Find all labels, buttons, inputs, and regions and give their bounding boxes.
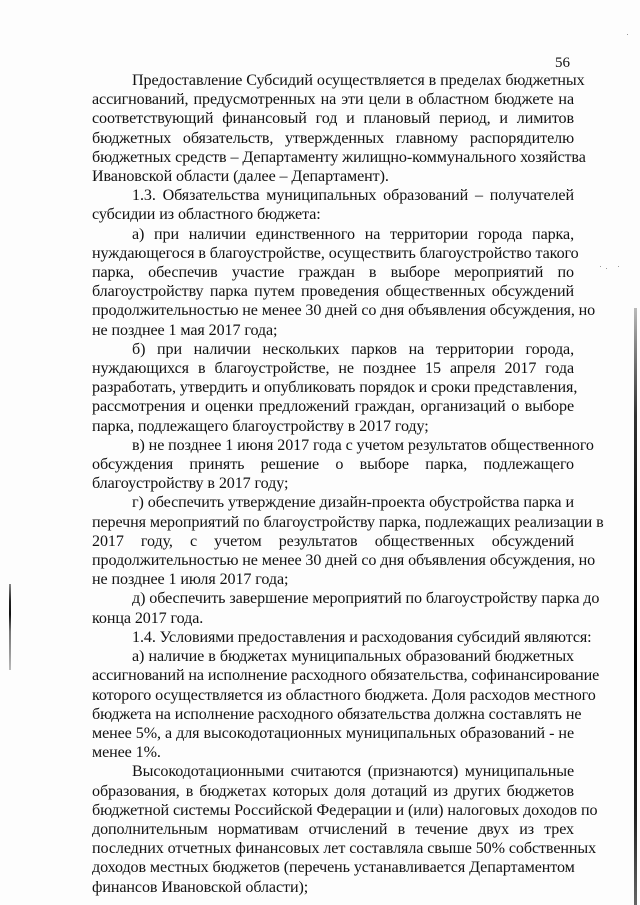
text-line: доходов местных бюджетов (перечень устанавливается Департаментом bbox=[92, 859, 575, 877]
text-line: продолжительностью не менее 30 дней со дня объявления обсуждения, но bbox=[92, 552, 596, 570]
text-line: парка, обеспечив участие граждан в выборе мероприятий по bbox=[92, 264, 574, 282]
scan-speck bbox=[606, 268, 607, 269]
text-line: благоустройству парка путем проведения общественных обсуждений bbox=[92, 283, 574, 301]
paragraph-item-g bbox=[92, 493, 604, 589]
text-line: ассигнований на исполнение расходного обязательства, софинансирование bbox=[92, 667, 600, 685]
text-line: благоустройству в 2017 году; bbox=[92, 475, 289, 493]
document-body bbox=[92, 71, 604, 897]
text-line: 1.3. Обязательства муниципальных образований – получателей bbox=[132, 187, 574, 205]
text-line: бюджета на исполнение расходного обязательства должна составлять не bbox=[92, 705, 582, 723]
paragraph-section-1-3 bbox=[92, 186, 574, 224]
text-line: разработать, утвердить и опубликовать порядок и сроки представления, bbox=[92, 379, 578, 397]
scan-speck bbox=[600, 266, 601, 267]
text-line: менее 5%, а для высокодотационных муниципальных образований - не bbox=[92, 724, 574, 742]
scan-speck bbox=[618, 266, 619, 267]
text-line: бюджетных средств – Департаменту жилищно-коммунального хозяйства bbox=[92, 148, 586, 166]
text-line: субсидии из областного бюджета: bbox=[92, 206, 321, 224]
text-line: нуждающихся в благоустройстве, не позднее 15 апреля 2017 года bbox=[92, 360, 574, 378]
text-line: Ивановской области (далее – Департамент). bbox=[92, 168, 389, 186]
text-line: в) не позднее 1 июня 2017 года с учетом результатов общественного bbox=[132, 436, 594, 454]
text-line: бюджетных обязательств, утвержденных главному распорядителю bbox=[92, 129, 574, 147]
paragraph-item-b bbox=[92, 340, 578, 436]
text-line: продолжительностью не менее 30 дней со дня объявления обсуждения, но bbox=[92, 302, 596, 320]
text-line: дополнительным нормативам отчислений в течение двух из трех bbox=[92, 820, 574, 838]
paragraph-section-1-4 bbox=[92, 628, 592, 647]
text-line: образования, в бюджетах которых доля дотаций из других бюджетов bbox=[92, 782, 574, 800]
scan-edge-artifact-right bbox=[634, 308, 637, 905]
text-line: рассмотрения и оценки предложений граждан, организаций о выборе bbox=[92, 398, 574, 416]
paragraph-item-a bbox=[92, 225, 596, 340]
text-line: соответствующий финансовый год и плановый период, и лимитов bbox=[92, 110, 574, 128]
scan-edge-artifact-left bbox=[9, 584, 11, 670]
text-line: Предоставление Субсидий осуществляется в пределах бюджетных bbox=[132, 72, 585, 89]
text-line: менее 1%. bbox=[92, 744, 161, 762]
paragraph-high-subsidy-definition bbox=[92, 762, 598, 896]
paragraph-item-v bbox=[92, 436, 594, 494]
paragraph-condition-a bbox=[92, 647, 600, 762]
text-line: ассигнований, предусмотренных на эти цели в областном бюджете на bbox=[92, 91, 574, 109]
text-line: последних отчетных финансовых лет составляла свыше 50% собственных bbox=[92, 840, 597, 858]
text-line: д) обеспечить завершение мероприятий по благоустройству парка до bbox=[132, 590, 600, 608]
paragraph-subsidy-provision bbox=[92, 71, 586, 186]
text-line: 2017 году, с учетом результатов общественных обсуждений bbox=[92, 532, 574, 550]
text-line: г) обеспечить утверждение дизайн-проекта обустройства парка и bbox=[132, 494, 574, 512]
text-line: 1.4. Условиями предоставления и расходования субсидий являются: bbox=[132, 628, 592, 646]
text-line: б) при наличии нескольких парков на территории города, bbox=[132, 340, 574, 358]
paragraph-item-d bbox=[92, 589, 600, 627]
text-line: бюджетной системы Российской Федерации и (или) налоговых доходов по bbox=[92, 801, 598, 819]
text-line: обсуждения принять решение о выборе парка, подлежащего bbox=[92, 456, 574, 474]
text-line: конца 2017 года. bbox=[92, 609, 204, 627]
text-line: перечня мероприятий по благоустройству парка, подлежащих реализации в bbox=[92, 513, 604, 531]
text-line: а) наличие в бюджетах муниципальных образований бюджетных bbox=[132, 648, 574, 666]
text-line: нуждающегося в благоустройстве, осуществить благоустройство такого bbox=[92, 244, 579, 262]
text-line: не позднее 1 июля 2017 года; bbox=[92, 571, 289, 589]
text-line: не позднее 1 мая 2017 года; bbox=[92, 321, 278, 339]
page-number: 56 bbox=[555, 55, 570, 71]
scan-speck bbox=[627, 34, 628, 35]
text-line: а) при наличии единственного на территории города парка, bbox=[132, 225, 574, 243]
text-line: финансов Ивановской области); bbox=[92, 878, 309, 896]
text-line: Высокодотационными считаются (признаются) муниципальные bbox=[132, 763, 574, 781]
text-line: парка, подлежащего благоустройству в 2017 году; bbox=[92, 417, 429, 435]
text-line: которого осуществляется из областного бюджета. Доля расходов местного bbox=[92, 686, 596, 704]
